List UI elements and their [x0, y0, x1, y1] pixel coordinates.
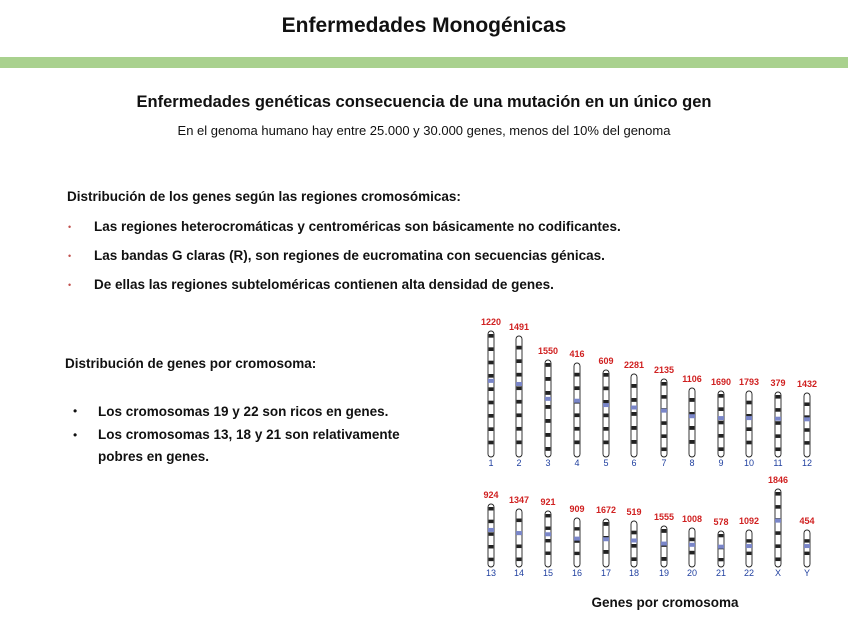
- chromosome-label-7: 7: [661, 458, 667, 468]
- gene-count-4: 416: [569, 349, 585, 359]
- chromosome-14: [516, 509, 522, 567]
- chromosome-Y: [804, 530, 810, 567]
- chromosome-4: [574, 363, 580, 457]
- chromosome-label-Y: Y: [803, 568, 811, 578]
- gene-count-3: 1550: [537, 346, 559, 356]
- section2-heading: Distribución de genes por cromosoma:: [65, 356, 317, 371]
- chromosome-17: [603, 519, 609, 567]
- gene-count-20: 1008: [681, 514, 703, 524]
- chromosome-22: [746, 530, 752, 567]
- chromosome-label-2: 2: [516, 458, 522, 468]
- chromosome-9: [718, 391, 724, 457]
- bullet-marker: •: [73, 404, 78, 418]
- chromosome-label-6: 6: [631, 458, 637, 468]
- chromosome-18: [631, 521, 637, 567]
- chromosome-label-11: 11: [773, 458, 783, 468]
- bullet-marker: •: [68, 222, 72, 232]
- chromosome-6: [631, 374, 637, 457]
- chromosome-2: [516, 336, 522, 457]
- gene-count-Y: 454: [799, 516, 815, 526]
- chromosome-label-14: 14: [513, 568, 525, 578]
- chromosome-X: [775, 489, 781, 567]
- chromosome-15: [545, 511, 551, 567]
- intro-text: En el genoma humano hay entre 25.000 y 30.000 genes, menos del 10% del genoma: [177, 123, 671, 138]
- gene-count-19: 1555: [653, 512, 675, 522]
- chromosome-5: [603, 370, 609, 457]
- chromosome-label-18: 18: [628, 568, 640, 578]
- section1-bullet-2: Las bandas G claras (R), son regiones de eucromatina con secuencias génicas.: [94, 248, 605, 263]
- gene-count-11: 379: [770, 378, 786, 388]
- gene-count-9: 1690: [710, 377, 732, 387]
- chromosome-label-22: 22: [743, 568, 755, 578]
- chromosome-label-20: 20: [686, 568, 698, 578]
- chromosome-1: [488, 331, 494, 457]
- page-title: Enfermedades Monogénicas: [281, 14, 567, 37]
- chromosome-19: [661, 526, 667, 567]
- gene-count-5: 609: [598, 356, 614, 366]
- chromosome-label-8: 8: [689, 458, 695, 468]
- gene-count-14: 1347: [508, 495, 530, 505]
- gene-count-22: 1092: [738, 516, 760, 526]
- chromosome-21: [718, 531, 724, 567]
- gene-count-6: 2281: [623, 360, 645, 370]
- gene-count-21: 578: [713, 517, 729, 527]
- chromosome-label-13: 13: [485, 568, 497, 578]
- chromosome-20: [689, 528, 695, 567]
- section2-bullet-2: Los cromosomas 13, 18 y 21 son relativamente pobres en genes.: [98, 427, 400, 464]
- chromosome-label-9: 9: [718, 458, 724, 468]
- section1-heading: Distribución de los genes según las regiones cromosómicas:: [67, 189, 461, 204]
- karyotype-caption: Genes por cromosoma: [591, 595, 739, 610]
- chromosome-8: [689, 388, 695, 457]
- section2-bullet-1: Los cromosomas 19 y 22 son ricos en genes.: [98, 404, 389, 419]
- chromosome-label-10: 10: [743, 458, 755, 468]
- chromosome-16: [574, 518, 580, 567]
- gene-count-8: 1106: [682, 374, 702, 384]
- section1-bullet-1: Las regiones heterocromáticas y centroméricas son básicamente no codificantes.: [94, 219, 621, 234]
- section1-bullet-3: De ellas las regiones subteloméricas contienen alta densidad de genes.: [94, 277, 554, 292]
- chromosome-label-12: 12: [801, 458, 813, 468]
- chromosome-7: [661, 379, 667, 457]
- chromosome-12: [804, 393, 810, 457]
- gene-count-18: 519: [626, 507, 642, 517]
- chromosome-label-4: 4: [574, 458, 580, 468]
- gene-count-1: 1220: [480, 317, 502, 327]
- chromosome-label-17: 17: [600, 568, 612, 578]
- gene-count-12: 1432: [796, 379, 818, 389]
- gene-count-15: 921: [540, 497, 556, 507]
- bullet-marker: •: [73, 428, 78, 442]
- slide-subtitle: Enfermedades genéticas consecuencia de una mutación en un único gen: [136, 93, 712, 111]
- chromosome-11: [775, 392, 781, 457]
- bullet-marker: •: [68, 251, 72, 261]
- chromosome-label-16: 16: [571, 568, 583, 578]
- gene-count-2: 1491: [508, 322, 530, 332]
- chromosome-3: [545, 360, 551, 457]
- chromosome-10: [746, 391, 752, 457]
- gene-count-16: 909: [569, 504, 585, 514]
- chromosome-label-15: 15: [542, 568, 554, 578]
- chromosome-label-3: 3: [545, 458, 551, 468]
- gene-count-17: 1672: [595, 505, 617, 515]
- chromosome-label-21: 21: [715, 568, 727, 578]
- gene-count-7: 2135: [653, 365, 675, 375]
- gene-count-X: 1846: [767, 475, 789, 485]
- chromosome-label-X: X: [774, 568, 782, 578]
- chromosome-label-5: 5: [603, 458, 609, 468]
- chromosome-13: [488, 504, 494, 567]
- gene-count-10: 1793: [738, 377, 760, 387]
- chromosome-label-19: 19: [658, 568, 670, 578]
- bullet-marker: •: [68, 280, 72, 290]
- gene-count-13: 924: [483, 490, 499, 500]
- chromosome-label-1: 1: [488, 458, 494, 468]
